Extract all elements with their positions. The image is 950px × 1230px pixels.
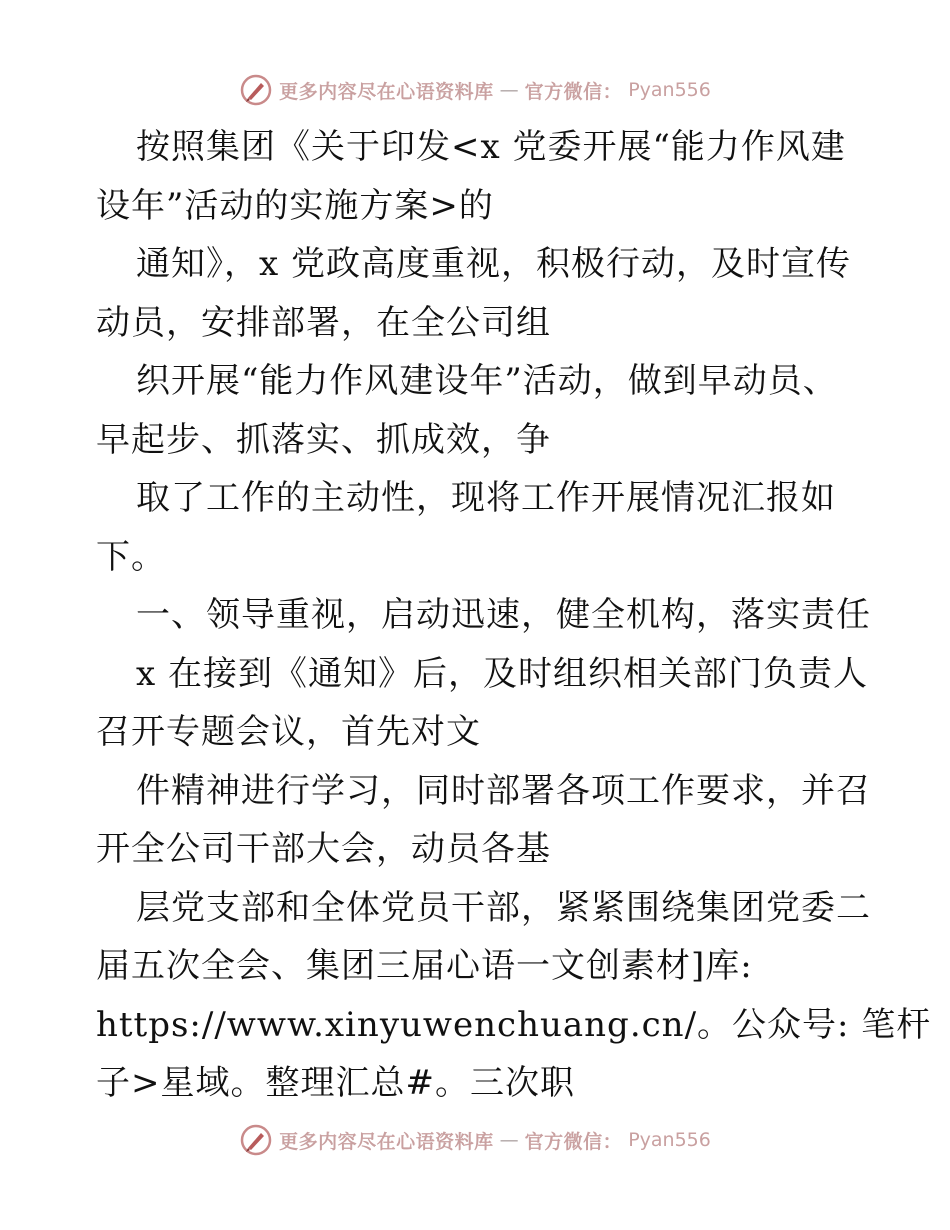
text-line: 按照集团《关于印发<x 党委开展“能力作风建: [136, 127, 846, 167]
watermark-suffix: 官方微信：: [524, 80, 623, 103]
pen-logo-icon: [239, 1123, 273, 1157]
text-line: 通知》，x 党政高度重视，积极行动，及时宣传: [136, 244, 851, 284]
watermark-suffix: 官方微信：: [524, 1130, 623, 1153]
watermark-separator: —: [499, 1129, 519, 1151]
section-heading: 一、领导重视，启动迅速，健全机构，落实责任: [136, 595, 871, 635]
body-text: [96, 118, 932, 1113]
text-line: x 在接到《通知》后，及时组织相关部门负责人: [136, 653, 868, 694]
text-line: 织开展“能力作风建设年”活动，做到早动员、: [136, 361, 838, 401]
text-line: 动员，安排部署，在全公司组: [96, 302, 551, 343]
pen-logo-icon: [239, 73, 273, 107]
text-line: 件精神进行学习，同时部署各项工作要求，并召: [136, 770, 871, 811]
url-line: https://www.xinyuwenchuang.cn/。公众号: 笔杆: [96, 1004, 932, 1045]
text-line: 届五次全会、集团三届心语一文创素材]库:: [96, 946, 753, 986]
watermark-text: 更多内容尽在心语资料库: [279, 80, 494, 103]
header-watermark: [0, 70, 950, 110]
footer-watermark: [0, 1120, 950, 1160]
watermark-handle: Pyan556: [628, 1129, 711, 1151]
text-line: 子>星域。整理汇总#。三次职: [96, 1063, 575, 1103]
watermark-text: 更多内容尽在心语资料库: [279, 1130, 494, 1153]
text-line: 取了工作的主动性，现将工作开展情况汇报如: [136, 478, 836, 518]
text-line: 设年”活动的实施方案>的: [96, 185, 494, 226]
watermark-separator: —: [499, 79, 519, 101]
text-line: 下。: [96, 536, 166, 577]
text-line: 层党支部和全体党员干部，紧紧围绕集团党委二: [136, 887, 871, 928]
text-line: 早起步、抓落实、抓成效，争: [96, 419, 551, 460]
text-line: 开全公司干部大会，动员各基: [96, 829, 551, 869]
watermark-handle: Pyan556: [628, 79, 711, 101]
text-line: 召开专题会议，首先对文: [96, 712, 481, 752]
